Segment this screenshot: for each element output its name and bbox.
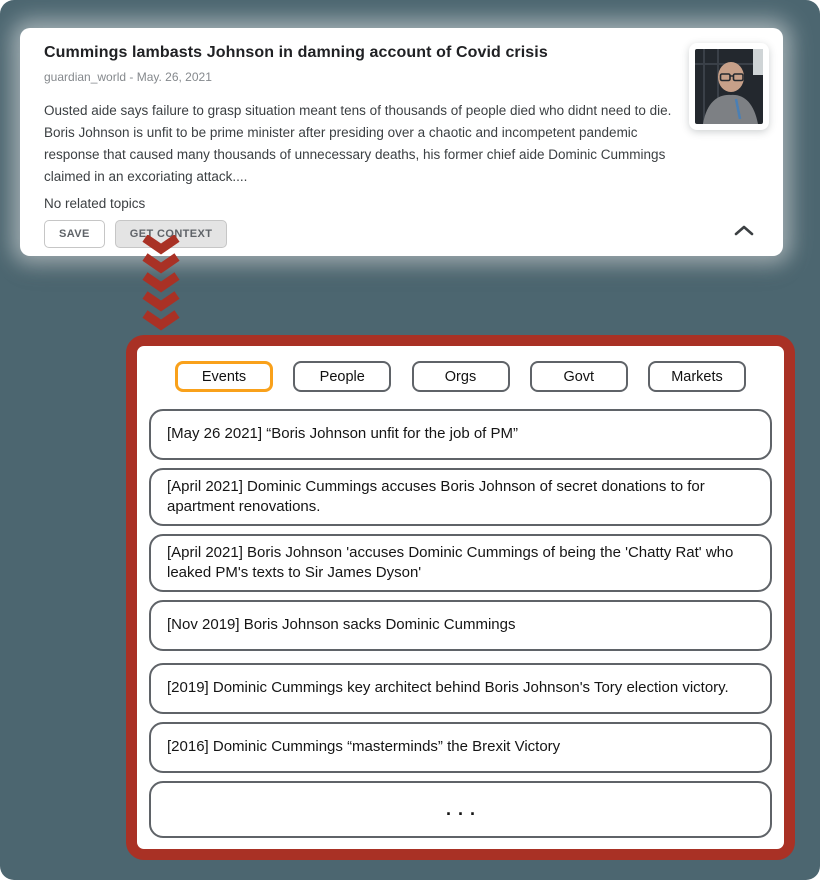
portrait-photo-icon — [695, 49, 763, 124]
save-button[interactable]: SAVE — [44, 220, 105, 248]
article-source: guardian_world - May. 26, 2021 — [44, 70, 212, 84]
event-list — [149, 409, 772, 838]
more-events-button[interactable]: ... — [149, 781, 772, 838]
event-item[interactable]: [April 2021] Dominic Cummings accuses Boris Johnson of secret donations to for apartment renovations. — [149, 468, 772, 526]
tab-govt[interactable]: Govt — [530, 361, 628, 392]
event-item[interactable]: [2016] Dominic Cummings “masterminds” the Brexit Victory — [149, 722, 772, 773]
tab-orgs[interactable]: Orgs — [412, 361, 510, 392]
event-item[interactable]: [April 2021] Boris Johnson 'accuses Dominic Cummings of being the 'Chatty Rat' who leaked PM's texts to Sir James Dyson' — [149, 534, 772, 592]
article-thumbnail — [689, 43, 769, 130]
tab-bar — [175, 361, 746, 392]
event-item[interactable]: [2019] Dominic Cummings key architect behind Boris Johnson's Tory election victory. — [149, 663, 772, 714]
article-body: Ousted aide says failure to grasp situation meant tens of thousands of people died who didnt need to die. Boris Johnson is unfit to be prime minister after presiding over a chaotic and incompetent pandemic response that caused many thousands of unnecessary deaths, his former chief aide Dominic Cummings claimed in an excoriating attack.... — [44, 103, 672, 184]
article-title: Cummings lambasts Johnson in damning account of Covid crisis — [44, 44, 548, 61]
related-topics-label: No related topics — [44, 196, 146, 211]
event-item[interactable]: [Nov 2019] Boris Johnson sacks Dominic Cummings — [149, 600, 772, 651]
chevron-down-arrows-icon — [142, 235, 180, 333]
event-item[interactable]: [May 26 2021] “Boris Johnson unfit for the job of PM” — [149, 409, 772, 460]
tab-people[interactable]: People — [293, 361, 391, 392]
collapse-button[interactable] — [731, 220, 757, 242]
article-card — [20, 28, 783, 256]
card-actions — [44, 220, 227, 248]
context-panel — [126, 335, 795, 860]
flow-arrows — [142, 235, 180, 338]
get-context-button[interactable]: GET CONTEXT — [115, 220, 228, 248]
chevron-up-icon — [734, 224, 754, 236]
tab-events[interactable]: Events — [175, 361, 273, 392]
tab-markets[interactable]: Markets — [648, 361, 746, 392]
